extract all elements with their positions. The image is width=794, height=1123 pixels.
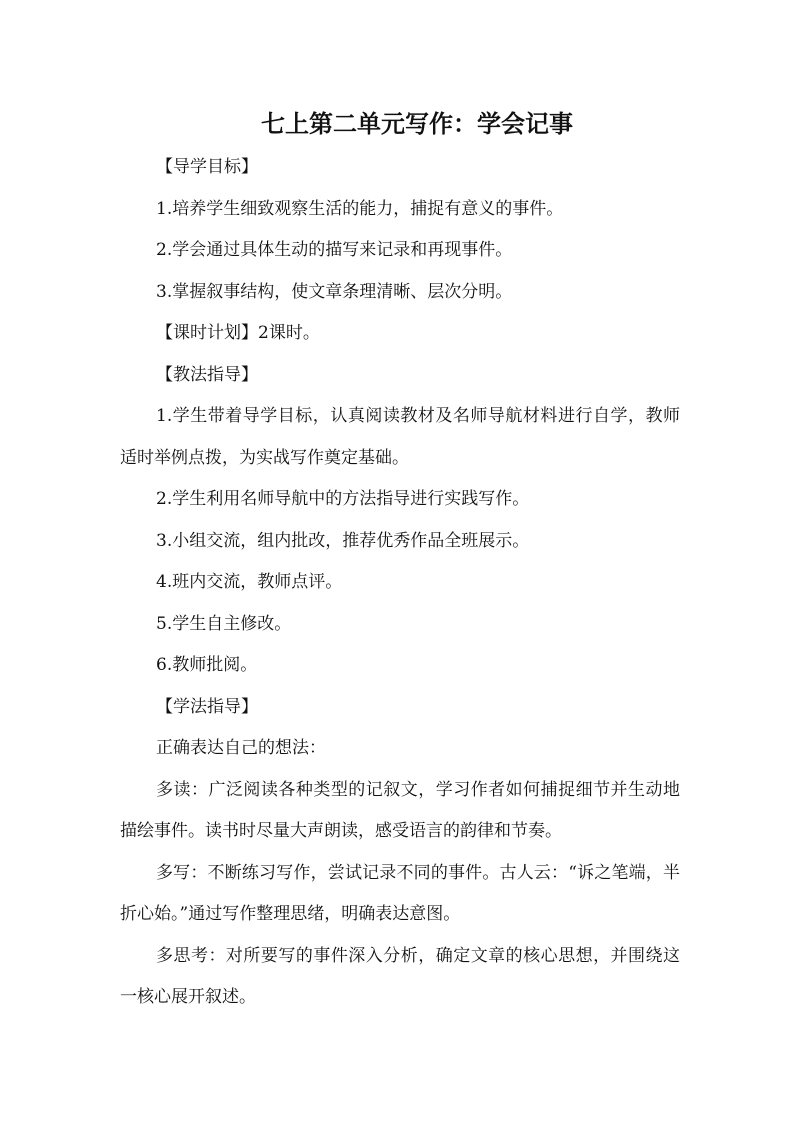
goal-item-3: 3.掌握叙事结构，使文章条理清晰、层次分明。 (156, 281, 513, 302)
document-body (120, 147, 680, 1019)
teaching-item-4: 4.班内交流，教师点评。 (156, 572, 343, 592)
teaching-item-5: 5.学生自主修改。 (156, 613, 292, 634)
study-item-read: 多读：广泛阅读各种类型的记叙文，学习作者如何捕捉细节并生动地描绘事件。读书时尽量大声朗读，感受语言的韵律和节奏。 (120, 779, 680, 841)
teaching-item-1: 1.学生带着导学目标，认真阅读教材及名师导航材料进行自学，教师适时举例点拨，为实战写作奠定基础。 (120, 406, 680, 468)
goal-item-2: 2.学会通过具体生动的描写来记录和再现事件。 (156, 240, 513, 260)
study-intro: 正确表达自己的想法： (156, 738, 326, 758)
study-item-write: 多写：不断练习写作，尝试记录不同的事件。古人云：“诉之笔端，半折心始。”通过写作整理思绪，明确表达意图。 (120, 862, 680, 924)
section-heading-study-guide: 【学法指导】 (156, 696, 258, 717)
teaching-item-2: 2.学生利用名师导航中的方法指导进行实践写作。 (156, 489, 530, 509)
document-title: 七上第二单元写作：学会记事 (261, 109, 573, 138)
section-heading-lesson-plan: 【课时计划】2课时。 (156, 323, 320, 343)
goal-item-1: 1.培养学生细致观察生活的能力，捕捉有意义的事件。 (156, 198, 564, 219)
study-item-think: 多思考：对所要写的事件深入分析，确定文章的核心思想，并围绕这一核心展开叙述。 (120, 945, 680, 1007)
teaching-item-3: 3.小组交流，组内批改，推荐优秀作品全班展示。 (156, 530, 530, 551)
section-heading-teaching-guide: 【教法指导】 (156, 364, 258, 385)
teaching-item-6: 6.教师批阅。 (156, 655, 258, 675)
section-heading-learning-goals: 【导学目标】 (156, 157, 258, 177)
